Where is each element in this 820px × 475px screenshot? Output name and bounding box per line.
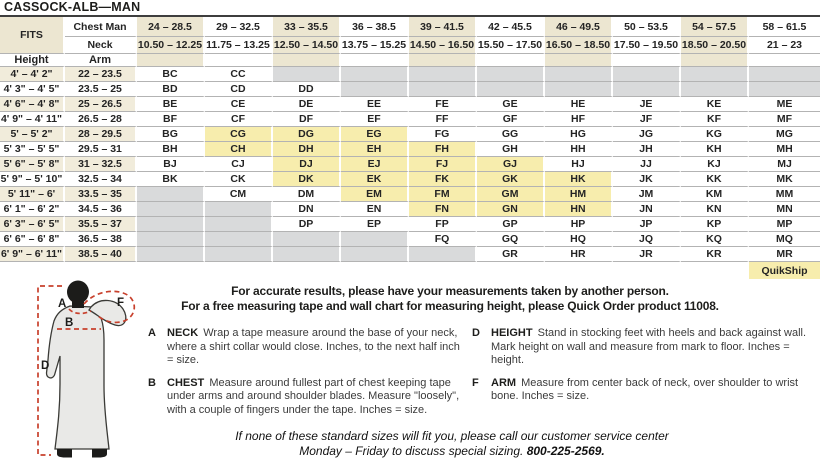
height-range: 6' 9" – 6' 11" — [0, 247, 65, 262]
special-sizing-note — [90, 429, 814, 459]
size-cell: CD — [205, 82, 273, 97]
arm-range: 38.5 – 40 — [65, 247, 137, 262]
size-cell: FG — [409, 127, 477, 142]
size-cell: HK — [545, 172, 613, 187]
measure-note-neck: A NECK Wrap a tape measure around the base of your neck, where a shirt collar would close. Inches, to the next half inch = size. — [148, 327, 460, 366]
note-term: ARM — [491, 376, 517, 389]
size-cell: FH — [409, 142, 477, 157]
size-cell: KF — [681, 112, 749, 127]
size-cell: EG — [341, 127, 409, 142]
height-range: 6' 6" – 6' 8" — [0, 232, 65, 247]
chest-range: 54 – 57.5 — [681, 17, 749, 37]
size-cell: MM — [749, 187, 820, 202]
size-cell: BE — [137, 97, 205, 112]
size-cell — [137, 247, 205, 262]
fits-label: FITS — [0, 17, 65, 54]
size-cell: KJ — [681, 157, 749, 172]
chest-range: 50 – 53.5 — [613, 17, 681, 37]
size-cell: HF — [545, 112, 613, 127]
size-cell: JN — [613, 202, 681, 217]
size-cell — [681, 67, 749, 82]
height-range: 6' 3" – 6' 5" — [0, 217, 65, 232]
arm-range: 34.5 – 36 — [65, 202, 137, 217]
size-cell — [273, 232, 341, 247]
accuracy-note — [110, 284, 790, 313]
size-cell: KK — [681, 172, 749, 187]
robe-silhouette — [47, 306, 110, 449]
chest-range: 39 – 41.5 — [409, 17, 477, 37]
header-spacer-cell — [749, 54, 820, 67]
size-cell — [205, 232, 273, 247]
size-cell — [341, 247, 409, 262]
size-cell: CF — [205, 112, 273, 127]
size-cell: HP — [545, 217, 613, 232]
size-cell: JG — [613, 127, 681, 142]
size-cell — [545, 67, 613, 82]
size-cell: DE — [273, 97, 341, 112]
arm-range: 31 – 32.5 — [65, 157, 137, 172]
size-cell: EM — [341, 187, 409, 202]
size-cell: HH — [545, 142, 613, 157]
chest-range: 33 – 35.5 — [273, 17, 341, 37]
chest-range: 58 – 61.5 — [749, 17, 820, 37]
header-spacer-cell — [545, 54, 613, 67]
size-cell: FQ — [409, 232, 477, 247]
size-cell: FP — [409, 217, 477, 232]
size-cell: JE — [613, 97, 681, 112]
size-cell: CJ — [205, 157, 273, 172]
size-cell: KN — [681, 202, 749, 217]
arm-range: 23.5 – 25 — [65, 82, 137, 97]
height-range: 5' – 5' 2" — [0, 127, 65, 142]
size-cell: DM — [273, 187, 341, 202]
size-chart-table — [0, 17, 820, 279]
header-spacer-cell — [205, 54, 273, 67]
chest-row-label: Chest Man — [65, 17, 137, 37]
size-cell — [137, 217, 205, 232]
size-cell: DN — [273, 202, 341, 217]
size-cell: JQ — [613, 232, 681, 247]
neck-range: 13.75 – 15.25 — [341, 37, 409, 54]
neck-range: 21 – 23 — [749, 37, 820, 54]
note-letter: D — [472, 327, 480, 339]
arm-range: 32.5 – 34 — [65, 172, 137, 187]
height-range: 4' 6" – 4' 8" — [0, 97, 65, 112]
size-cell: KE — [681, 97, 749, 112]
arm-range: 28 – 29.5 — [65, 127, 137, 142]
neck-range: 14.50 – 16.50 — [409, 37, 477, 54]
size-cell: CG — [205, 127, 273, 142]
size-cell: BK — [137, 172, 205, 187]
size-cell: GR — [477, 247, 545, 262]
header-spacer-cell — [613, 54, 681, 67]
size-cell: EN — [341, 202, 409, 217]
measure-notes-left-column — [148, 327, 468, 426]
height-column-label: Height — [0, 54, 65, 67]
size-cell: KR — [681, 247, 749, 262]
arm-range: 25 – 26.5 — [65, 97, 137, 112]
size-cell: BJ — [137, 157, 205, 172]
special-sizing-line2-text: Monday – Friday to discuss special sizing. — [299, 444, 524, 458]
size-cell: DH — [273, 142, 341, 157]
size-cell: JJ — [613, 157, 681, 172]
measure-note-chest: B CHEST Measure around fullest part of chest keeping tape under arms and around shoulder blades. Measure "loosely", with a couple of fingers under the tape. Inches = size. — [148, 376, 460, 416]
note-letter: B — [148, 376, 156, 389]
size-cell: HR — [545, 247, 613, 262]
chest-range: 29 – 32.5 — [205, 17, 273, 37]
customer-service-phone: 800-225-2569. — [526, 444, 605, 458]
size-cell: MK — [749, 172, 820, 187]
size-cell — [205, 247, 273, 262]
neck-range: 16.50 – 18.50 — [545, 37, 613, 54]
size-cell — [273, 67, 341, 82]
height-range: 4' – 4' 2" — [0, 67, 65, 82]
size-cell: GH — [477, 142, 545, 157]
accuracy-note-line2: For a free measuring tape and wall chart for measuring height, please Quick Order product 11008. — [181, 298, 719, 313]
quikship-row-spacer — [0, 262, 749, 279]
neck-range: 17.50 – 19.50 — [613, 37, 681, 54]
special-sizing-line1: If none of these standard sizes will fit you, please call our customer service center — [235, 429, 669, 443]
page-title: CASSOCK-ALB—MAN — [0, 0, 820, 17]
size-cell — [137, 232, 205, 247]
size-cell — [205, 202, 273, 217]
size-cell: EK — [341, 172, 409, 187]
accuracy-note-line1: For accurate results, please have your measurements taken by another person. — [231, 284, 669, 298]
size-cell: EP — [341, 217, 409, 232]
header-spacer-cell — [341, 54, 409, 67]
size-cell — [137, 202, 205, 217]
measure-note-height: D HEIGHT Stand in stocking feet with heels and back against wall. Mark height on wall and measure from mark to floor. Inches = height. — [472, 327, 807, 366]
size-cell — [341, 82, 409, 97]
size-cell: FN — [409, 202, 477, 217]
size-cell: CC — [205, 67, 273, 82]
size-cell: FJ — [409, 157, 477, 172]
neck-range: 10.50 – 12.25 — [137, 37, 205, 54]
arm-column-label: Arm — [65, 54, 137, 67]
neck-range: 18.50 – 20.50 — [681, 37, 749, 54]
size-cell: HJ — [545, 157, 613, 172]
height-range: 4' 9" – 4' 11" — [0, 112, 65, 127]
arm-range: 35.5 – 37 — [65, 217, 137, 232]
height-range: 5' 6" – 5' 8" — [0, 157, 65, 172]
chest-range: 42 – 45.5 — [477, 17, 545, 37]
size-cell: KG — [681, 127, 749, 142]
size-cell: EJ — [341, 157, 409, 172]
size-cell: MR — [749, 247, 820, 262]
arm-range: 33.5 – 35 — [65, 187, 137, 202]
size-cell: DP — [273, 217, 341, 232]
size-cell: FF — [409, 112, 477, 127]
chest-range: 24 – 28.5 — [137, 17, 205, 37]
size-cell: CH — [205, 142, 273, 157]
size-cell: KQ — [681, 232, 749, 247]
figure-neck — [72, 299, 84, 308]
quikship-badge: QuikShip — [749, 262, 820, 279]
neck-range: 12.50 – 14.50 — [273, 37, 341, 54]
size-cell — [613, 67, 681, 82]
note-term: CHEST — [167, 376, 205, 389]
size-cell: JP — [613, 217, 681, 232]
arm-range: 22 – 23.5 — [65, 67, 137, 82]
chest-range: 46 – 49.5 — [545, 17, 613, 37]
figure-label-height: D — [41, 360, 50, 372]
header-spacer-cell — [681, 54, 749, 67]
note-letter: A — [148, 327, 156, 339]
size-cell: HE — [545, 97, 613, 112]
size-cell: MP — [749, 217, 820, 232]
measure-note-arm: F ARM Measure from center back of neck, over shoulder to wrist bone. Inches = size. — [472, 376, 799, 402]
size-cell: MF — [749, 112, 820, 127]
size-cell — [341, 232, 409, 247]
size-cell: BG — [137, 127, 205, 142]
size-cell: MJ — [749, 157, 820, 172]
neck-row-label: Neck — [65, 37, 137, 54]
size-cell — [341, 67, 409, 82]
height-range: 5' 9" – 5' 10" — [0, 172, 65, 187]
size-cell — [137, 187, 205, 202]
size-cell: MN — [749, 202, 820, 217]
size-cell — [205, 217, 273, 232]
size-cell — [409, 82, 477, 97]
size-cell: FM — [409, 187, 477, 202]
note-letter: F — [472, 376, 479, 389]
size-cell: GG — [477, 127, 545, 142]
size-cell: BD — [137, 82, 205, 97]
neck-range: 15.50 – 17.50 — [477, 37, 545, 54]
figure-label-arm: F — [117, 297, 125, 309]
size-cell: GM — [477, 187, 545, 202]
header-spacer-cell — [409, 54, 477, 67]
size-cell: JM — [613, 187, 681, 202]
size-cell: FE — [409, 97, 477, 112]
size-cell: GN — [477, 202, 545, 217]
arm-range: 29.5 – 31 — [65, 142, 137, 157]
size-cell: HN — [545, 202, 613, 217]
chest-range: 36 – 38.5 — [341, 17, 409, 37]
size-cell: EH — [341, 142, 409, 157]
note-term: HEIGHT — [491, 327, 533, 339]
size-cell: ME — [749, 97, 820, 112]
size-cell: FK — [409, 172, 477, 187]
figure-label-chest: B — [65, 317, 74, 329]
header-spacer-cell — [477, 54, 545, 67]
size-cell: GP — [477, 217, 545, 232]
size-cell: CM — [205, 187, 273, 202]
size-cell: GF — [477, 112, 545, 127]
size-cell: MG — [749, 127, 820, 142]
size-cell — [409, 247, 477, 262]
height-range: 5' 11" – 6' — [0, 187, 65, 202]
size-cell: DD — [273, 82, 341, 97]
size-cell — [545, 82, 613, 97]
size-cell: MQ — [749, 232, 820, 247]
size-cell: DK — [273, 172, 341, 187]
height-range: 4' 3" – 4' 5" — [0, 82, 65, 97]
size-cell: GJ — [477, 157, 545, 172]
height-range: 6' 1" – 6' 2" — [0, 202, 65, 217]
size-cell: KH — [681, 142, 749, 157]
note-term: NECK — [167, 327, 199, 339]
size-cell: DJ — [273, 157, 341, 172]
arm-range: 36.5 – 38 — [65, 232, 137, 247]
size-cell: CK — [205, 172, 273, 187]
size-cell: HG — [545, 127, 613, 142]
size-cell — [409, 67, 477, 82]
size-cell — [273, 247, 341, 262]
size-cell — [613, 82, 681, 97]
header-spacer-cell — [273, 54, 341, 67]
size-cell — [477, 82, 545, 97]
size-cell: KM — [681, 187, 749, 202]
size-cell — [749, 82, 820, 97]
size-cell: JH — [613, 142, 681, 157]
size-cell: EE — [341, 97, 409, 112]
special-sizing-line2 — [90, 444, 814, 459]
size-cell: HM — [545, 187, 613, 202]
size-cell — [749, 67, 820, 82]
figure-label-neck: A — [58, 298, 67, 310]
size-cell — [477, 67, 545, 82]
size-cell: CE — [205, 97, 273, 112]
header-spacer-cell — [137, 54, 205, 67]
size-cell: MH — [749, 142, 820, 157]
arm-range: 26.5 – 28 — [65, 112, 137, 127]
size-cell: BF — [137, 112, 205, 127]
size-cell: JF — [613, 112, 681, 127]
size-cell: GQ — [477, 232, 545, 247]
height-range: 5' 3" – 5' 5" — [0, 142, 65, 157]
size-cell: GE — [477, 97, 545, 112]
size-cell: BC — [137, 67, 205, 82]
size-cell: BH — [137, 142, 205, 157]
size-cell: JK — [613, 172, 681, 187]
size-cell: JR — [613, 247, 681, 262]
size-cell: EF — [341, 112, 409, 127]
neck-range: 11.75 – 13.25 — [205, 37, 273, 54]
size-cell: DG — [273, 127, 341, 142]
size-cell: GK — [477, 172, 545, 187]
size-cell: KP — [681, 217, 749, 232]
size-cell — [681, 82, 749, 97]
size-cell: HQ — [545, 232, 613, 247]
measure-notes-right-column — [472, 327, 810, 413]
size-cell: DF — [273, 112, 341, 127]
